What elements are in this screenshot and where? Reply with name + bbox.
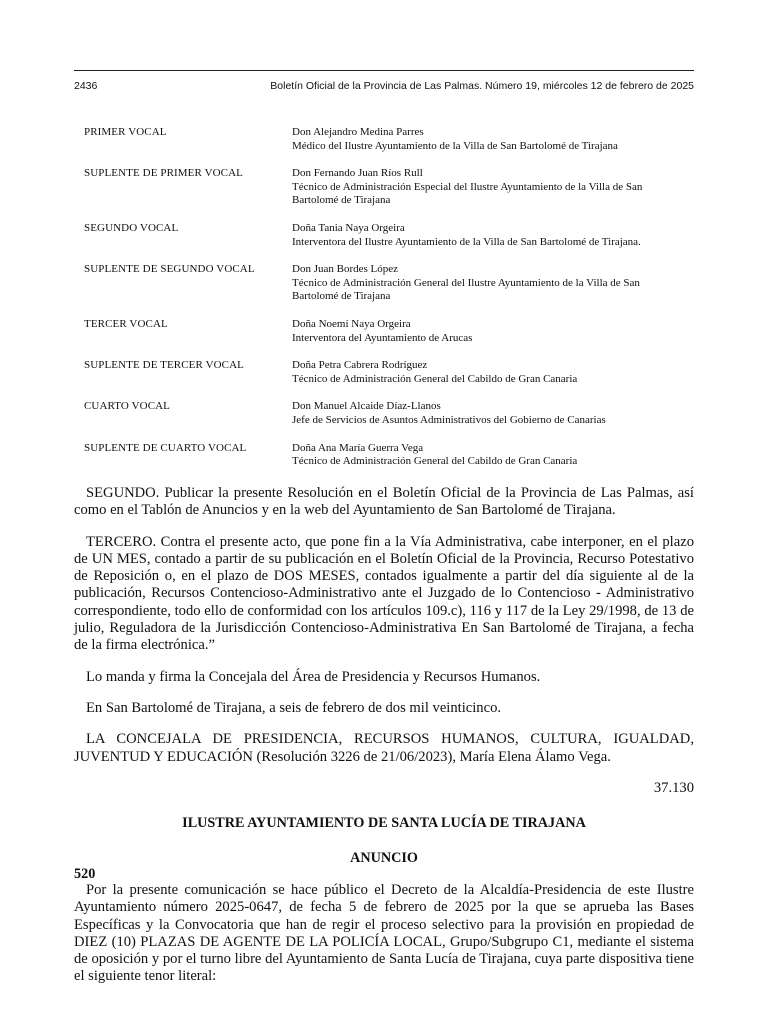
tribunal-person [292, 400, 684, 427]
paragraph-segundo: SEGUNDO. Publicar la presente Resolución en el Boletín Oficial de la Provincia de Las Palmas, así como en el Tablón de Anuncios y en la web del Ayuntamiento de San Bartolomé de Tirajana. [74, 485, 694, 519]
paragraph-tercero: TERCERO. Contra el presente acto, que pone fin a la Vía Administrativa, cabe interponer, en el plazo de UN MES, contado a partir de su publicación en el Boletín Oficial de la Provincia, Recurso Potestativo de Reposición o, en el plazo de DOS MESES, contados igualmente a partir del día siguiente al de la publicación, Recursos Contencioso-Administrativo ante el Juzgado de lo Contencioso - Administrativo correspondiente, todo ello de conformidad con los artículos 109.c), 116 y 117 de la Ley 29/1998, de 13 de julio, Reguladora de la Jurisdicción Contencioso-Administrativa En San Bartolomé de Tirajana, a fecha de la firma electrónica.” [74, 533, 694, 654]
tribunal-role: SUPLENTE DE PRIMER VOCAL [84, 167, 243, 180]
tribunal-name: Doña Petra Cabrera Rodríguez [292, 359, 428, 372]
tribunal-person [292, 359, 684, 386]
tribunal-position: Interventora del Ayuntamiento de Arucas [292, 331, 473, 344]
tribunal-row [84, 222, 684, 249]
tribunal-role: CUARTO VOCAL [84, 400, 171, 413]
tribunal-position: Técnico de Administración Especial del Ilustre Ayuntamiento de la Villa de San Bartolomé de Tirajana [292, 180, 643, 207]
tribunal-role: TERCER VOCAL [84, 317, 168, 330]
tribunal-name: Doña Ana María Guerra Vega [292, 441, 424, 454]
tribunal-person [292, 442, 684, 469]
tribunal-position: Técnico de Administración General del Cabildo de Gran Canaria [292, 455, 578, 468]
anuncio-label: ANUNCIO [350, 850, 418, 866]
tribunal-row [84, 263, 684, 304]
tribunal-role: SUPLENTE DE CUARTO VOCAL [84, 441, 247, 454]
tribunal-row [84, 126, 684, 153]
tribunal-name: Don Juan Bordes López [292, 263, 399, 276]
resolution-body [74, 485, 694, 797]
tribunal-role: SUPLENTE DE SEGUNDO VOCAL [84, 263, 255, 276]
tribunal-position: Jefe de Servicios de Asuntos Administrativos del Gobierno de Canarias [292, 413, 606, 426]
tribunal-person [292, 263, 684, 304]
tribunal-position: Interventora del Ilustre Ayuntamiento de la Villa de San Bartolomé de Tirajana. [292, 235, 641, 248]
anuncio-body: Por la presente comunicación se hace público el Decreto de la Alcaldía-Presidencia de este Ilustre Ayuntamiento número 2025-0647, de fecha 5 de febrero de 2025 por la que se aprueba las Bases Específicas y la Convocatoria que han de regir el proceso selectivo para la provisión en propiedad de DIEZ (10) PLAZAS DE AGENTE DE LA POLICÍA LOCAL, Grupo/Subgrupo C1, mediante el sistema de oposición y por el turno libre del Ayuntamiento de Santa Lucía de Tirajana, cuya parte dispositiva tiene el siguiente tenor literal: [74, 882, 694, 985]
tribunal-person [292, 126, 684, 153]
reference-number: 37.130 [653, 779, 694, 796]
tribunal-position: Técnico de Administración General del Ilustre Ayuntamiento de la Villa de San Bartolomé de Tirajana [292, 276, 640, 303]
tribunal-role: SUPLENTE DE TERCER VOCAL [84, 359, 244, 372]
tribunal-person [292, 318, 684, 345]
tribunal-person [292, 222, 684, 249]
tribunal-name: Don Fernando Juan Ríos Rull [292, 167, 423, 180]
tribunal-row [84, 359, 684, 386]
tribunal-role: SEGUNDO VOCAL [84, 221, 179, 234]
tribunal-name: Doña Noemí Naya Orgeira [292, 317, 411, 330]
bulletin-title: Boletín Oficial de la Provincia de Las Palmas. Número 19, miércoles 12 de febrero de 2025 [270, 80, 694, 92]
tribunal-row [84, 400, 684, 427]
section-title: ILUSTRE AYUNTAMIENTO DE SANTA LUCÍA DE TIRAJANA [182, 815, 586, 831]
page-number: 2436 [74, 80, 98, 92]
tribunal-position: Técnico de Administración General del Cabildo de Gran Canaria [292, 372, 578, 385]
tribunal-name: Don Alejandro Medina Parres [292, 126, 424, 138]
tribunal-person [292, 167, 684, 208]
page-header [74, 70, 694, 93]
anuncio-number: 520 [74, 866, 96, 882]
paragraph-fecha: En San Bartolomé de Tirajana, a seis de febrero de dos mil veinticinco. [86, 699, 502, 716]
tribunal-row [84, 442, 684, 469]
tribunal-position: Médico del Ilustre Ayuntamiento de la Villa de San Bartolomé de Tirajana [292, 139, 618, 152]
tribunal-role: PRIMER VOCAL [84, 126, 167, 138]
tribunal-row [84, 318, 684, 345]
tribunal-list [84, 126, 684, 483]
tribunal-name: Don Manuel Alcaide Díaz-Llanos [292, 400, 441, 413]
paragraph-manda: Lo manda y firma la Concejala del Área de Presidencia y Recursos Humanos. [86, 668, 541, 685]
paragraph-firma: LA CONCEJALA DE PRESIDENCIA, RECURSOS HUMANOS, CULTURA, IGUALDAD, JUVENTUD Y EDUCACIÓN (Resolución 3226 de 21/06/2023), María Elena Álamo Vega. [74, 731, 694, 765]
tribunal-row [84, 167, 684, 208]
tribunal-name: Doña Tania Naya Orgeira [292, 221, 405, 234]
